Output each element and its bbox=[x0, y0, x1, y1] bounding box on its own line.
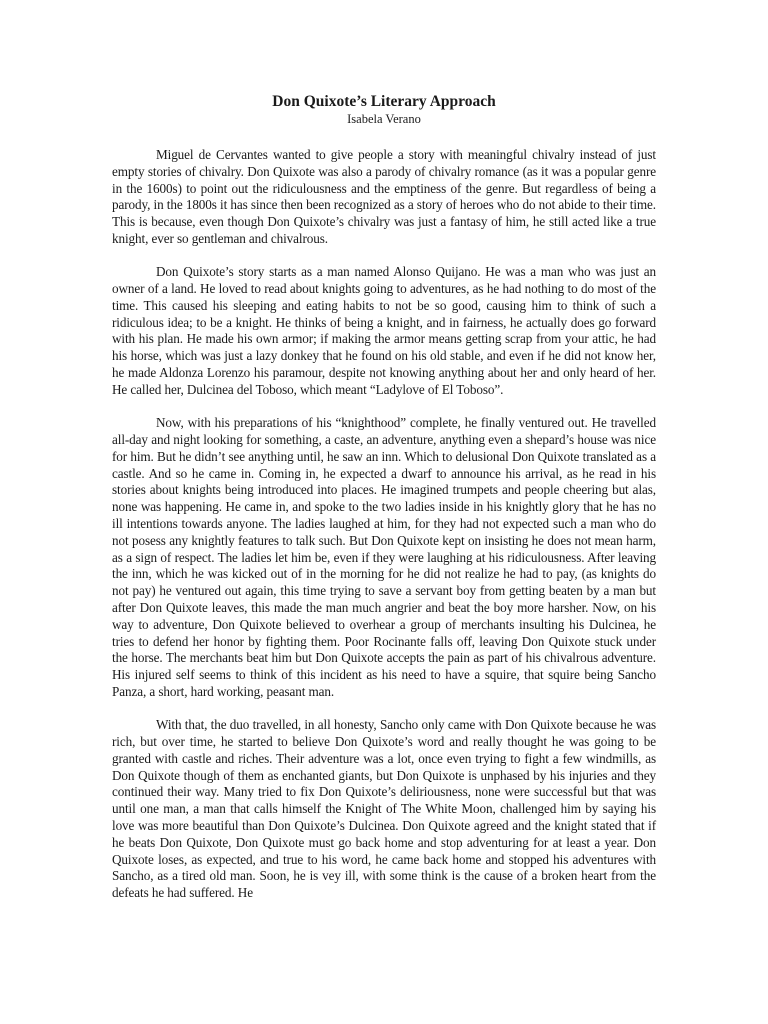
document-author: Isabela Verano bbox=[347, 112, 421, 126]
paragraph-1: Miguel de Cervantes wanted to give people a story with meaningful chivalry instead of just empty stories of chivalry. Don Quixote was also a parody of chivalry romance (as it was a popular genre in the 1600s) to point out the ridiculousness and the emptiness of the genre. But regardless of being a parody, in the 1800s it has since then been recognized as a story of heroes who do not abide to their time. This is because, even though Don Quixote’s chivalry was just a fantasy of him, he still acted like a true knight, ever so gentleman and chivalrous. bbox=[112, 147, 656, 246]
paragraph-2: Don Quixote’s story starts as a man named Alonso Quijano. He was a man who was just an owner of a land. He loved to read about knights going to adventures, as he had nothing to do most of the time. This caused his sleeping and eating habits to not be so good, causing him to think of such a ridiculous idea; to be a knight. He thinks of being a knight, and in fairness, he actually does go forward with his plan. He made his own armor; if making the armor means getting scrap from your attic, he had his horse, which was just a lazy donkey that he found on his old stable, and even if he did not know her, he made Aldonza Lorenzo his paramour, despite not knowing anything about her and only heard of her. He called her, Dulcinea del Toboso, which meant “Ladylove of El Toboso”. bbox=[112, 264, 656, 397]
document-title: Don Quixote’s Literary Approach bbox=[272, 93, 496, 110]
paragraph-4: With that, the duo travelled, in all honesty, Sancho only came with Don Quixote because he was rich, but over time, he started to believe Don Quixote’s word and really thought he was going to be granted with castle and riches. Their adventure was a lot, once even trying to fight a few windmills, as Don Quixote though of them as enchanted giants, but Don Quixote is unphased by his injuries and they continued their way. Many tried to fix Don Quixote’s deliriousness, none were successful but that was until one man, a man that calls himself the Knight of The White Moon, challenged him by saying his love was more beautiful than Don Quixote’s Dulcinea. Don Quixote agreed and the knight stated that if he beats Don Quixote, Don Quixote must go back home and stop adventuring for at least a year. Don Quixote loses, as expected, and true to his word, he came back home and stopped his adventures with Sancho, as a tired old man. Soon, he is vey ill, with some think is the cause of a broken heart from the defeats he had suffered. He bbox=[112, 717, 656, 901]
document-page bbox=[112, 92, 656, 902]
paragraph-3: Now, with his preparations of his “knighthood” complete, he finally ventured out. He travelled all-day and night looking for something, a caste, an adventure, anything even a shepard’s house was nice for him. But he didn’t see anything until, he saw an inn. Which to delusional Don Quixote translated as a castle. And so he came in. Coming in, he expected a dwarf to announce his arrival, as he read in his stories about knights being introduced into places. He imagined trumpets and people cheering but alas, none was happening. He came in, and spoke to the two ladies inside in his knightly glory that he has no ill intentions towards anyone. The ladies laughed at him, for they had not expected such a man who do not posess any knightly features to talk such. But Don Quixote kept on insisting he does not mean harm, as a sign of respect. The ladies let him be, even if they were laughing at his ridiculousness. After leaving the inn, which he was kicked out of in the morning for he did not realize he had to pay, (as knights do not pay) he ventured out again, this time trying to save a servant boy from getting beaten by a man but after Don Quixote leaves, this made the man much angrier and beat the boy more harsher. Now, on his way to adventure, Don Quixote believed to overhear a group of merchants insulting his Dulcinea, he tries to defend her honor by fighting them. Poor Rocinante falls off, leaving Don Quixote stuck under the horse. The merchants beat him but Don Quixote accepts the pain as part of his chivalrous adventure. His injured self seems to think of this incident as his need to have a squire, that squire being Sancho Panza, a short, hard working, peasant man. bbox=[112, 415, 656, 699]
